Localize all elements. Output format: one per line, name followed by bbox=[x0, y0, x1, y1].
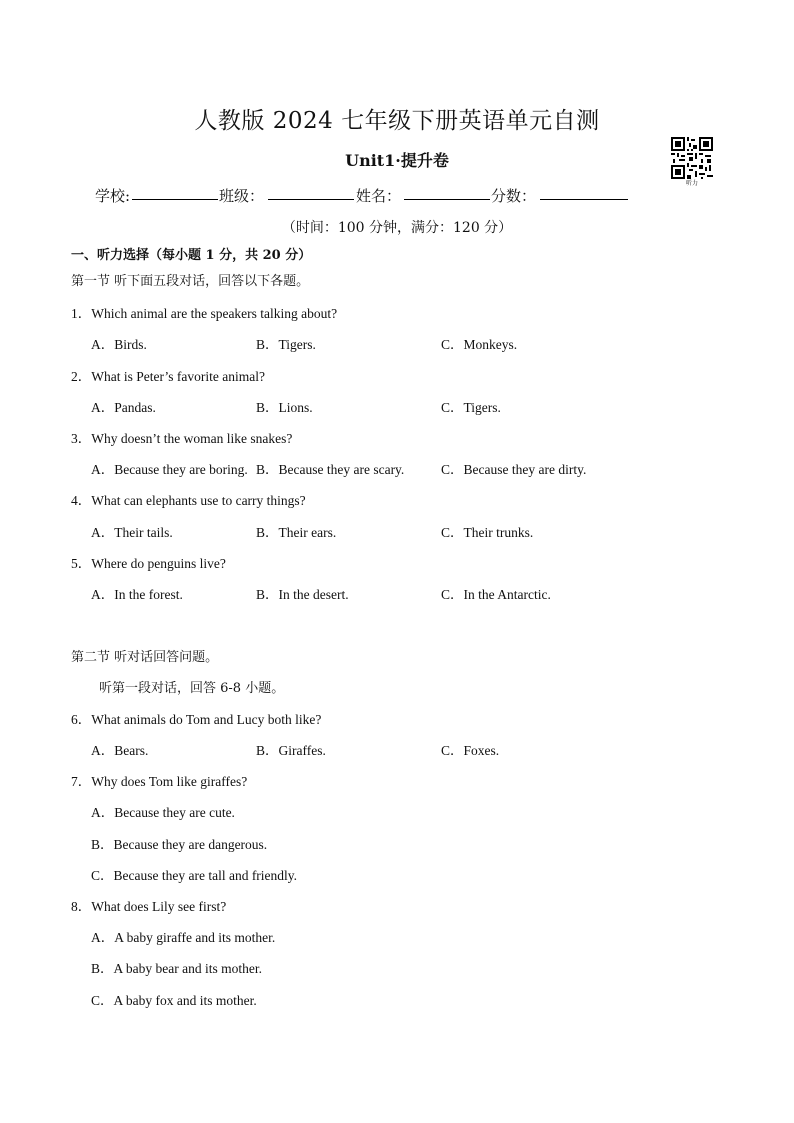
question-stem: 7．Why does Tom like giraffes? bbox=[71, 774, 248, 789]
question-stem: 2．What is Peter’s favorite animal? bbox=[71, 369, 265, 384]
option-c[interactable]: C．Because they are dirty. bbox=[441, 462, 587, 477]
option-b[interactable]: B．Because they are scary. bbox=[256, 462, 405, 477]
option-b[interactable]: B．Giraffes. bbox=[256, 743, 326, 758]
option-a[interactable]: A．In the forest. bbox=[91, 587, 183, 602]
part1-title: 第一节 听下面五段对话，回答以下各题。 bbox=[71, 274, 310, 289]
school-field[interactable] bbox=[132, 185, 218, 204]
score-field[interactable] bbox=[540, 185, 628, 204]
question-stem: 8．What does Lily see first? bbox=[71, 899, 227, 914]
option-b[interactable]: B．Because they are dangerous. bbox=[91, 837, 268, 852]
question-stem: 5．Where do penguins live? bbox=[71, 556, 226, 571]
part2-instruction: 听第一段对话，回答 6-8 小题。 bbox=[99, 681, 285, 696]
option-c[interactable]: C．In the Antarctic. bbox=[441, 587, 551, 602]
option-b[interactable]: B．Lions. bbox=[256, 400, 313, 415]
school-label: 学校: bbox=[95, 187, 131, 205]
question-stem: 6．What animals do Tom and Lucy both like? bbox=[71, 712, 322, 727]
option-a[interactable]: A．Birds. bbox=[91, 337, 147, 352]
option-a[interactable]: A．Because they are cute. bbox=[91, 805, 235, 820]
qr-code-icon bbox=[671, 137, 713, 179]
option-a[interactable]: A．Bears. bbox=[91, 743, 149, 758]
option-a[interactable]: A．A baby giraffe and its mother. bbox=[91, 930, 276, 945]
question-stem: 4．What can elephants use to carry things? bbox=[71, 493, 306, 508]
class-field[interactable] bbox=[268, 185, 354, 204]
time-note: （时间：100 分钟，满分：120 分） bbox=[281, 220, 513, 236]
section-title: 一、听力选择（每小题 1 分，共 20 分） bbox=[71, 248, 312, 263]
option-b[interactable]: B．In the desert. bbox=[256, 587, 349, 602]
option-c[interactable]: C．Foxes. bbox=[441, 743, 500, 758]
option-c[interactable]: C．Their trunks. bbox=[441, 525, 534, 540]
option-a[interactable]: A．Because they are boring. bbox=[91, 462, 248, 477]
name-label: 姓名： bbox=[356, 187, 402, 205]
name-field[interactable] bbox=[404, 185, 490, 204]
question-stem: 1．Which animal are the speakers talking about? bbox=[71, 306, 338, 321]
option-a[interactable]: A．Pandas. bbox=[91, 400, 156, 415]
question-stem: 3．Why doesn’t the woman like snakes? bbox=[71, 431, 293, 446]
option-c[interactable]: C．Tigers. bbox=[441, 400, 501, 415]
qr-label: 听力 bbox=[685, 180, 698, 187]
option-c[interactable]: C．A baby fox and its mother. bbox=[91, 993, 257, 1008]
option-b[interactable]: B．Their ears. bbox=[256, 525, 337, 540]
option-a[interactable]: A．Their tails. bbox=[91, 525, 173, 540]
option-b[interactable]: B．Tigers. bbox=[256, 337, 316, 352]
part2-title: 第二节 听对话回答问题。 bbox=[71, 650, 219, 665]
option-c[interactable]: C．Monkeys. bbox=[441, 337, 518, 352]
option-c[interactable]: C．Because they are tall and friendly. bbox=[91, 868, 298, 883]
score-label: 分数： bbox=[491, 187, 537, 205]
exam-subtitle: Unit1·提升卷 bbox=[345, 151, 449, 170]
class-label: 班级： bbox=[219, 187, 265, 205]
option-b[interactable]: B．A baby bear and its mother. bbox=[91, 961, 262, 976]
exam-title: 人教版 2024 七年级下册英语单元自测 bbox=[194, 108, 600, 134]
